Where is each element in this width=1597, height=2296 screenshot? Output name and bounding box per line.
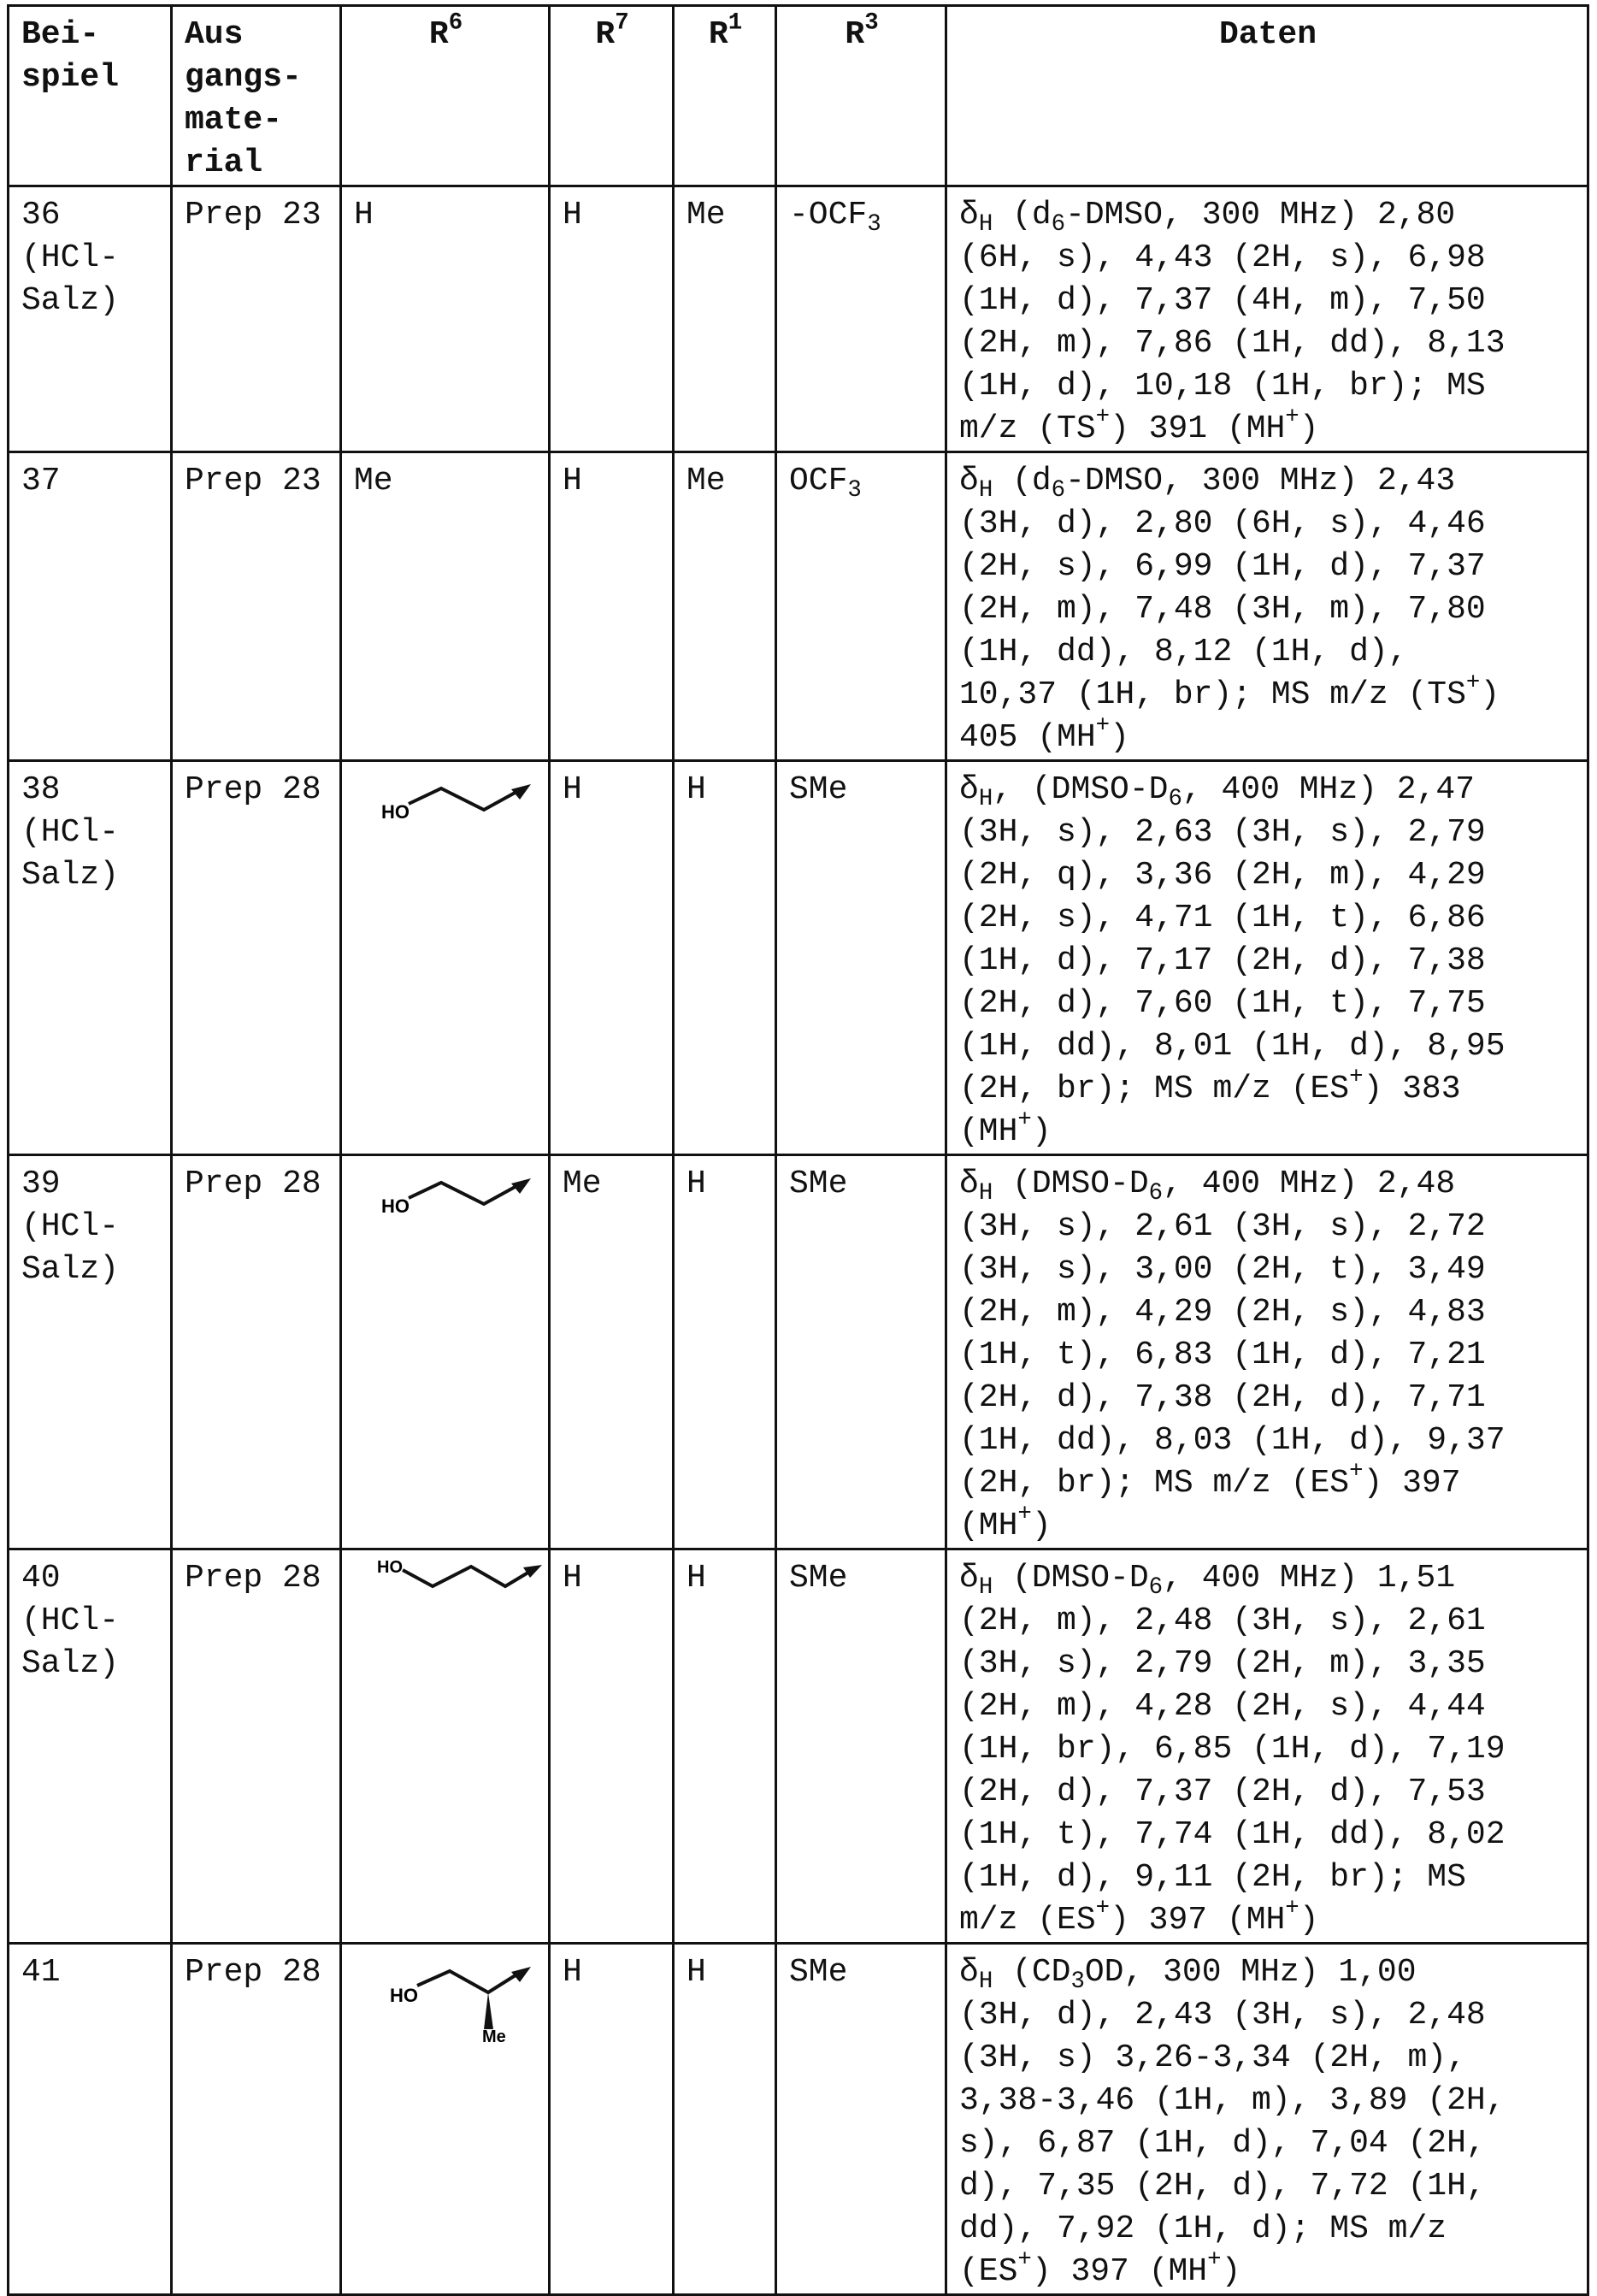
header-r6-base: R [429,16,449,53]
header-line: Aus [185,14,329,56]
text-segment: 3,38-3,46 (1H, m), 3,89 (2H, [959,2082,1506,2119]
cell-beispiel [9,186,172,452]
text-segment: ) [1299,1902,1319,1939]
cell-r3 [776,1944,946,2295]
subscript: H [979,1180,993,1207]
nmr-data-line [959,1951,1576,1994]
supscript: + [1096,404,1110,431]
nmr-data-line [959,2251,1576,2293]
nmr-data-line [959,631,1576,674]
text-segment: s), 6,87 (1H, d), 7,04 (2H, [959,2125,1486,2162]
attachment-arrow-icon [511,784,531,800]
nmr-data-line [959,322,1576,365]
text-segment: (1H, dd), 8,01 (1H, d), 8,95 [959,1028,1506,1065]
text-segment: (2H, m), 7,86 (1H, dd), 8,13 [959,325,1506,362]
beispiel-line: (HCl- [21,1206,160,1248]
supscript: + [1349,1459,1363,1485]
text-segment: (2H, q), 3,36 (2H, m), 4,29 [959,857,1486,894]
text-segment: (2H, m), 4,29 (2H, s), 4,83 [959,1294,1486,1331]
text-segment: (1H, br), 6,85 (1H, d), 7,19 [959,1731,1506,1768]
nmr-data-line [959,365,1576,408]
nmr-data-line [959,674,1576,717]
table-row [9,1155,1588,1549]
text-segment: ) 397 (MH [1032,2253,1207,2290]
subscript: 3 [1070,1968,1084,1995]
header-r3-sup: 3 [864,10,878,37]
text-segment: (DMSO-D [993,1560,1148,1597]
text-segment: (3H, d), 2,43 (3H, s), 2,48 [959,1997,1486,2033]
subscript: 6 [1149,1574,1163,1601]
header-line: mate- [185,99,329,142]
subscript: 6 [1168,786,1182,812]
cell-r7: H [550,186,674,452]
subscript: 6 [1052,211,1065,238]
atom-label: Me [482,2027,506,2046]
chemical-structure-hydroxypropyl [356,765,544,876]
text-segment: δ [959,771,979,808]
text-segment: (3H, s) 3,26-3,34 (2H, m), [959,2039,1466,2076]
chemical-structure-methyl-hydroxypropyl [356,1948,544,2059]
header-line: gangs- [185,56,329,99]
header-line: rial [185,142,329,185]
text-segment: (MH [959,1508,1017,1544]
text-segment: SMe [789,1560,847,1597]
nmr-data-line [959,1068,1576,1111]
nmr-data-line [959,1557,1576,1600]
header-r7 [550,6,674,186]
beispiel-line: Salz) [21,1248,160,1291]
cell-ausgangsmaterial: Prep 23 [172,452,341,761]
text-segment: ) 397 (MH [1110,1902,1285,1939]
text-segment: OD, 300 MHz) 1,00 [1085,1954,1417,1991]
beispiel-line: 38 [21,769,160,812]
text-segment: 10,37 (1H, br); MS m/z (TS [959,676,1466,713]
subscript: 3 [847,477,861,504]
text-segment: ) [1222,2253,1241,2290]
text-segment: δ [959,1560,979,1597]
text-segment: OCF [789,463,847,499]
nmr-data-line [959,1420,1576,1462]
cell-ausgangsmaterial: Prep 28 [172,761,341,1155]
supscript: + [1466,670,1480,697]
text-segment: (CD [993,1954,1070,1991]
cell-r1: Me [674,452,776,761]
header-ausgangsmaterial [172,6,341,186]
supscript: + [1096,713,1110,740]
wedge-bond [484,1992,493,2029]
text-segment: (2H, d), 7,37 (2H, d), 7,53 [959,1774,1486,1810]
cell-r6 [341,761,550,1155]
cell-ausgangsmaterial: Prep 28 [172,1944,341,2295]
text-segment: ) 391 (MH [1110,410,1285,447]
nmr-data-line [959,1771,1576,1814]
nmr-data-line [959,1994,1576,2037]
nmr-data-line [959,897,1576,940]
nmr-data-line [959,717,1576,759]
cell-daten [946,761,1588,1155]
beispiel-line: Salz) [21,280,160,322]
header-line: Bei- [21,14,160,56]
cell-beispiel [9,452,172,761]
supscript: + [1017,2247,1031,2274]
text-segment: m/z (ES [959,1902,1096,1939]
text-segment: (1H, dd), 8,03 (1H, d), 9,37 [959,1422,1506,1459]
text-segment: (2H, m), 7,48 (3H, m), 7,80 [959,591,1486,628]
text-segment: (1H, d), 7,17 (2H, d), 7,38 [959,942,1486,979]
subscript: H [979,786,993,812]
atom-label: HO [381,1195,410,1217]
supscript: + [1207,2247,1221,2274]
text-segment: δ [959,1166,979,1202]
text-segment: ) [1032,1113,1052,1150]
text-segment: (3H, s), 3,00 (2H, t), 3,49 [959,1251,1486,1288]
cell-r7: H [550,1549,674,1944]
nmr-data-line [959,940,1576,983]
nmr-data-line [959,1728,1576,1771]
nmr-data-line [959,1377,1576,1420]
text-segment: (2H, s), 6,99 (1H, d), 7,37 [959,548,1486,585]
nmr-data-line [959,546,1576,588]
bond-chain [409,1183,518,1204]
text-segment: (DMSO-D [993,1166,1148,1202]
header-line: spiel [21,56,160,99]
nmr-data-line [959,1643,1576,1685]
text-segment: (d [993,463,1051,499]
text-segment: (1H, t), 7,74 (1H, dd), 8,02 [959,1816,1506,1853]
header-r6-sup: 6 [449,10,463,37]
cell-r3 [776,1549,946,1944]
table-row [9,186,1588,452]
subscript: H [979,1968,993,1995]
beispiel-line: (HCl- [21,812,160,854]
cell-ausgangsmaterial: Prep 23 [172,186,341,452]
supscript: + [1017,1502,1031,1528]
cell-r3 [776,186,946,452]
cell-r1: H [674,761,776,1155]
attachment-arrow-icon [511,1178,531,1194]
cell-r6 [341,1155,550,1549]
beispiel-line: 41 [21,1951,160,1994]
supscript: + [1349,1065,1363,1091]
attachment-arrow-icon [511,1967,531,1982]
nmr-data-line [959,1814,1576,1856]
text-segment: (ES [959,2253,1017,2290]
bond-chain [417,1971,518,1992]
cell-r6 [341,1944,550,2295]
table-row [9,1944,1588,2295]
beispiel-line: 40 [21,1557,160,1600]
table-row [9,452,1588,761]
nmr-data-line [959,280,1576,322]
bond-chain [409,788,518,810]
cell-daten [946,1944,1588,2295]
bond-chain [403,1567,531,1586]
text-segment: -DMSO, 300 MHz) 2,80 [1065,197,1455,233]
cell-r1: H [674,1549,776,1944]
text-segment: ) [1032,1508,1052,1544]
nmr-data-line [959,1505,1576,1548]
text-segment: SMe [789,1166,847,1202]
cell-daten [946,186,1588,452]
nmr-data-line [959,2208,1576,2251]
cell-r1: Me [674,186,776,452]
text-segment: (1H, d), 9,11 (2H, br); MS [959,1859,1466,1896]
beispiel-line: (HCl- [21,237,160,280]
header-r7-sup: 7 [615,10,628,37]
beispiel-line: 36 [21,194,160,237]
text-segment: (2H, s), 4,71 (1H, t), 6,86 [959,900,1486,936]
cell-ausgangsmaterial: Prep 28 [172,1549,341,1944]
header-r3 [776,6,946,186]
cell-r3 [776,452,946,761]
text-segment: dd), 7,92 (1H, d); MS m/z [959,2210,1447,2247]
text-segment: , (DMSO-D [993,771,1168,808]
subscript: H [979,1574,993,1601]
nmr-data-line [959,588,1576,631]
text-segment: , 400 MHz) 1,51 [1163,1560,1455,1597]
text-segment: δ [959,197,979,233]
text-segment: (3H, s), 2,79 (2H, m), 3,35 [959,1645,1486,1682]
text-segment: SMe [789,1954,847,1991]
supscript: + [1285,1896,1299,1922]
text-segment: (2H, d), 7,60 (1H, t), 7,75 [959,985,1486,1022]
text-segment: (1H, d), 7,37 (4H, m), 7,50 [959,282,1486,319]
cell-r7: H [550,1944,674,2295]
subscript: 6 [1052,477,1065,504]
cell-r6: Me [341,452,550,761]
text-segment: , 400 MHz) 2,48 [1163,1166,1455,1202]
cell-daten [946,1549,1588,1944]
text-segment: (2H, br); MS m/z (ES [959,1465,1349,1502]
cell-beispiel [9,761,172,1155]
text-segment: , 400 MHz) 2,47 [1182,771,1475,808]
cell-r6: H [341,186,550,452]
atom-label: HO [390,1985,418,2006]
chemical-structure-hydroxybutyl [356,1554,544,1665]
text-segment: SMe [789,771,847,808]
text-segment: d), 7,35 (2H, d), 7,72 (1H, [959,2168,1486,2205]
text-segment: ) [1299,410,1319,447]
header-r1-base: R [709,16,728,53]
atom-label: HO [377,1558,403,1577]
nmr-data-line [959,1462,1576,1505]
nmr-data-line [959,194,1576,237]
subscript: 6 [1149,1180,1163,1207]
supscript: + [1285,404,1299,431]
nmr-data-line [959,983,1576,1025]
nmr-data-line [959,2165,1576,2208]
text-segment: (3H, s), 2,61 (3H, s), 2,72 [959,1208,1486,1245]
cell-r7: H [550,761,674,1155]
cell-r3 [776,761,946,1155]
nmr-data-line [959,1206,1576,1248]
text-segment: (1H, d), 10,18 (1H, br); MS [959,368,1486,404]
nmr-data-line [959,769,1576,812]
nmr-data-line [959,812,1576,854]
text-segment: (6H, s), 4,43 (2H, s), 6,98 [959,239,1486,276]
table-row [9,761,1588,1155]
header-daten: Daten [946,6,1588,186]
nmr-data-line [959,1856,1576,1899]
nmr-data-line [959,1248,1576,1291]
atom-label: HO [381,801,410,823]
cell-daten [946,1155,1588,1549]
text-segment: (3H, d), 2,80 (6H, s), 4,46 [959,505,1486,542]
text-segment: ) 397 [1364,1465,1461,1502]
header-r3-base: R [845,16,864,53]
text-segment: (1H, t), 6,83 (1H, d), 7,21 [959,1337,1486,1373]
text-segment: 405 (MH [959,719,1096,756]
nmr-data-line [959,854,1576,897]
cell-r7: H [550,452,674,761]
header-row [9,6,1588,186]
cell-beispiel [9,1549,172,1944]
subscript: H [979,211,993,238]
nmr-data-line [959,2037,1576,2080]
beispiel-line: 37 [21,460,160,503]
text-segment: (2H, m), 4,28 (2H, s), 4,44 [959,1688,1486,1725]
supscript: + [1096,1896,1110,1922]
table-row [9,1549,1588,1944]
text-segment: δ [959,1954,979,1991]
header-r6 [341,6,550,186]
nmr-data-line [959,1163,1576,1206]
nmr-data-line [959,408,1576,451]
data-table [7,4,1589,2296]
subscript: H [979,477,993,504]
nmr-data-line [959,1600,1576,1643]
text-segment: -OCF [789,197,867,233]
header-beispiel [9,6,172,186]
text-segment: -DMSO, 300 MHz) 2,43 [1065,463,1455,499]
nmr-data-line [959,1111,1576,1154]
nmr-data-line [959,1899,1576,1942]
cell-ausgangsmaterial: Prep 28 [172,1155,341,1549]
cell-beispiel [9,1944,172,2295]
nmr-data-line [959,503,1576,546]
header-r1-sup: 1 [728,10,742,37]
cell-r7: Me [550,1155,674,1549]
nmr-data-line [959,1291,1576,1334]
cell-r6 [341,1549,550,1944]
cell-beispiel [9,1155,172,1549]
text-segment: (2H, m), 2,48 (3H, s), 2,61 [959,1602,1486,1639]
chemical-structure-hydroxypropyl [356,1160,544,1271]
beispiel-line: 39 [21,1163,160,1206]
beispiel-line: Salz) [21,854,160,897]
nmr-data-line [959,1685,1576,1728]
cell-r3 [776,1155,946,1549]
nmr-data-line [959,2122,1576,2165]
cell-daten [946,452,1588,761]
nmr-data-line [959,460,1576,503]
nmr-data-line [959,1334,1576,1377]
cell-r1: H [674,1944,776,2295]
text-segment: ) 383 [1364,1071,1461,1107]
nmr-data-line [959,1025,1576,1068]
text-segment: (MH [959,1113,1017,1150]
subscript: 3 [867,211,881,238]
nmr-data-line [959,237,1576,280]
supscript: + [1017,1107,1031,1134]
text-segment: δ [959,463,979,499]
text-segment: ) [1110,719,1129,756]
nmr-data-line [959,2080,1576,2122]
beispiel-line: (HCl- [21,1600,160,1643]
text-segment: (1H, dd), 8,12 (1H, d), [959,634,1408,670]
text-segment: (2H, br); MS m/z (ES [959,1071,1349,1107]
text-segment: (d [993,197,1051,233]
text-segment: (3H, s), 2,63 (3H, s), 2,79 [959,814,1486,851]
header-r7-base: R [595,16,615,53]
text-segment: m/z (TS [959,410,1096,447]
cell-r1: H [674,1155,776,1549]
text-segment: ) [1480,676,1500,713]
header-r1 [674,6,776,186]
text-segment: (2H, d), 7,38 (2H, d), 7,71 [959,1379,1486,1416]
beispiel-line: Salz) [21,1643,160,1685]
